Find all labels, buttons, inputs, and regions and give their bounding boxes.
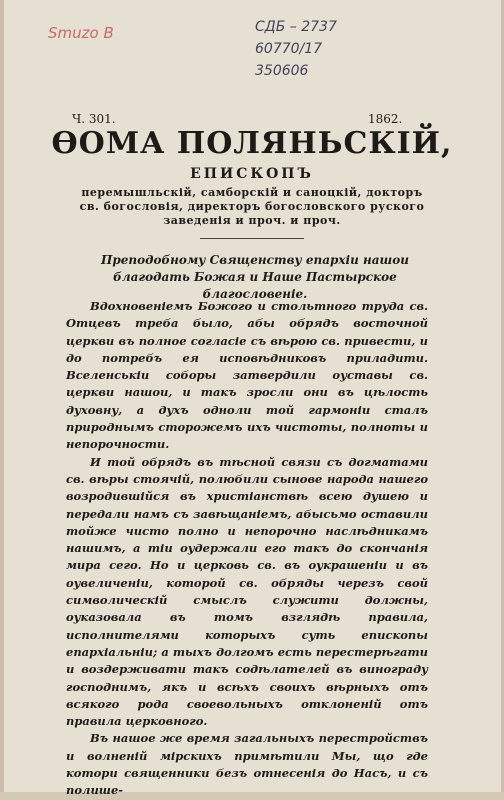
divider-rule (200, 238, 304, 239)
document-body (66, 298, 428, 800)
handwritten-shelfmark-line-1: СДБ – 2737 (255, 19, 337, 35)
page-edge-left (0, 0, 4, 800)
handwritten-shelfmark-line-2: 60770/17 (255, 41, 323, 57)
paragraph: Въ нашое же время загальныхъ перестройствъ и волненій мірскихъ примѣтили Мы, що где котори священники безъ отнесенія до Насъ, и съ полише- (66, 731, 428, 798)
handwritten-note-left: Smuzo B (48, 24, 114, 42)
document-number: Ч. 301. (72, 112, 116, 126)
page-subtitle: ЕПИСКОПЪ (190, 166, 314, 182)
document-year: 1862. (368, 112, 403, 126)
paragraph: И той обрядъ въ тѣсной связи съ догматами св. вѣры стоячій, полюбили сынове народа нашего возродившійся въ христіанствѣ всею душею и передали намъ съ завѣщаніемъ, абысьмо оставили тойже чисто полно и непорочно наслѣдникамъ нашимъ, а тіи оудержали его такъ до скончанія мира сего. Но и церковь св. въ оукрашеніи и въ оувеличеніи, которой св. обряды черезъ свой символическій смыслъ служити должны, оуказовала въ томъ взглядѣ правила, исполнителями которыхъ суть епископы епархіальніи; а тыхъ долгомъ есть перестерѣгати и воздерживати такъ содѣлателей въ винограду господнимъ, якъ и всѣхъ своихъ вѣрныхъ отъ всякого рода своевольныхъ отклоненій отъ правила церковного. (66, 454, 428, 729)
paragraph: Вдохновеніемъ Божого и стольтного труда св. Отцевъ треба было, абы обрядъ восточной церкви въ полное согласіе съ вѣрою св. привести, и до потребъ ея исповѣдниковъ приладити. Вселенськіи соборы затвердили оуставы св. церкви нашои, и такъ зросли они въ цѣлость духовну, а духъ одноли той гармоніи сталъ природнымъ сторожемъ ихъ чистоты, полноты и непорочности. (66, 299, 428, 452)
page-title: ѲОМА ПОЛЯНЬСКІЙ, (51, 126, 453, 161)
handwritten-shelfmark-line-3: 350606 (255, 63, 309, 79)
author-titles: перемышльскій, самборскій и саноцкій, докторъ св. богословія, директоръ богословского рускогo заведенія и проч. и проч. (79, 186, 425, 227)
salutation: Преподобному Священству епархіи нашои благодать Божая и Наше Пастырское благословеніе. (101, 253, 409, 301)
